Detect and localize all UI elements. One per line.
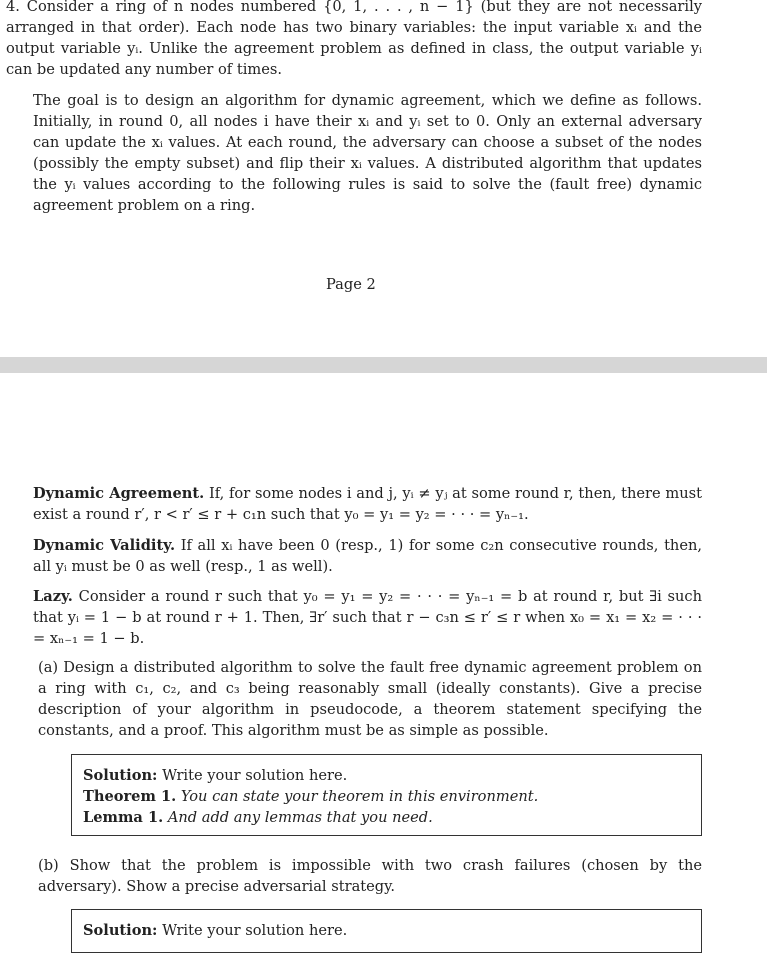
solution-label-b: Solution:: [83, 922, 158, 939]
question-4-text: [6, 0, 702, 80]
page-number: Page 2: [326, 276, 376, 293]
solution-box-a: [71, 754, 702, 836]
lazy-body: Consider a round r such that y₀ = y₁ = y₂ = · · · = yₙ₋₁ = b at round r, but ∃i such that yᵢ = 1 − b at round r + 1. Then, ∃r′ such that r − c₃n ≤ r′ ≤ r when x₀ = x₁ = x₂ = · · · = xₙ₋₁ = 1 − b.: [33, 588, 703, 647]
part-b-paragraph: (b) Show that the problem is impossible with two crash failures (chosen by the adversary). Show a precise adversarial strategy.: [38, 857, 702, 895]
page-2: [0, 373, 767, 964]
lemma-label: Lemma 1.: [83, 809, 164, 826]
dynamic-agreement-body: If, for some nodes i and j, yᵢ ≠ yⱼ at some round r, then, there must exist a round r′, r < r′ ≤ r + c₁n such that y₀ = y₁ = y₂ = · · · = yₙ₋₁.: [33, 485, 702, 523]
dynamic-validity-title: Dynamic Validity.: [33, 537, 176, 554]
part-a-paragraph: (a) Design a distributed algorithm to solve the fault free dynamic agreement problem on a ring with c₁, c₂, and c₃ being reasonably small (ideally constants). Give a precise description of your algorithm in pseudocode, a theorem statement specifying the constants, and a proof. This algorithm must be as simple as possible.: [38, 659, 702, 739]
goal-paragraph: [33, 90, 702, 216]
dynamic-agreement-title: Dynamic Agreement.: [33, 485, 205, 502]
lazy-title: Lazy.: [33, 588, 73, 605]
part-b-text: [38, 855, 702, 897]
lazy-def: [33, 586, 702, 649]
dynamic-validity-def: [33, 535, 702, 577]
solution-box-b: [71, 909, 702, 953]
solution-label-a: Solution:: [83, 767, 158, 784]
page-1: [0, 0, 767, 357]
dynamic-validity-body: If all xᵢ have been 0 (resp., 1) for some c₂n consecutive rounds, then, all yᵢ must be 0 as well (resp., 1 as well).: [33, 537, 703, 575]
solution-box-a-content: [83, 765, 683, 828]
solution-box-b-content: [83, 920, 683, 941]
page-separator: [0, 357, 767, 373]
theorem-text: You can state your theorem in this environment.: [180, 788, 539, 805]
solution-text-a: Write your solution here.: [162, 767, 348, 784]
theorem-label: Theorem 1.: [83, 788, 177, 805]
part-a-text: [38, 657, 702, 741]
goal-text: The goal is to design an algorithm for dynamic agreement, which we define as follows. Initially, in round 0, all nodes i have their xᵢ and yᵢ set to 0. Only an external adversary can update the xᵢ values. At each round, the adversary can choose a subset of the nodes (possibly the empty subset) and flip their xᵢ values. A distributed algorithm that updates the yᵢ values according to the following rules is said to solve the (fault free) dynamic agreement problem on a ring.: [33, 92, 702, 214]
dynamic-agreement-def: [33, 483, 702, 525]
solution-text-b: Write your solution here.: [162, 922, 348, 939]
question-4-paragraph: 4. Consider a ring of n nodes numbered {0, 1, . . . , n − 1} (but they are not necessarily arranged in that order). Each node has two binary variables: the input variable xᵢ and the output variable yᵢ. Unlike the agreement problem as defined in class, the output variable yᵢ can be updated any number of times.: [6, 0, 702, 78]
lemma-text: And add any lemmas that you need.: [167, 809, 433, 826]
